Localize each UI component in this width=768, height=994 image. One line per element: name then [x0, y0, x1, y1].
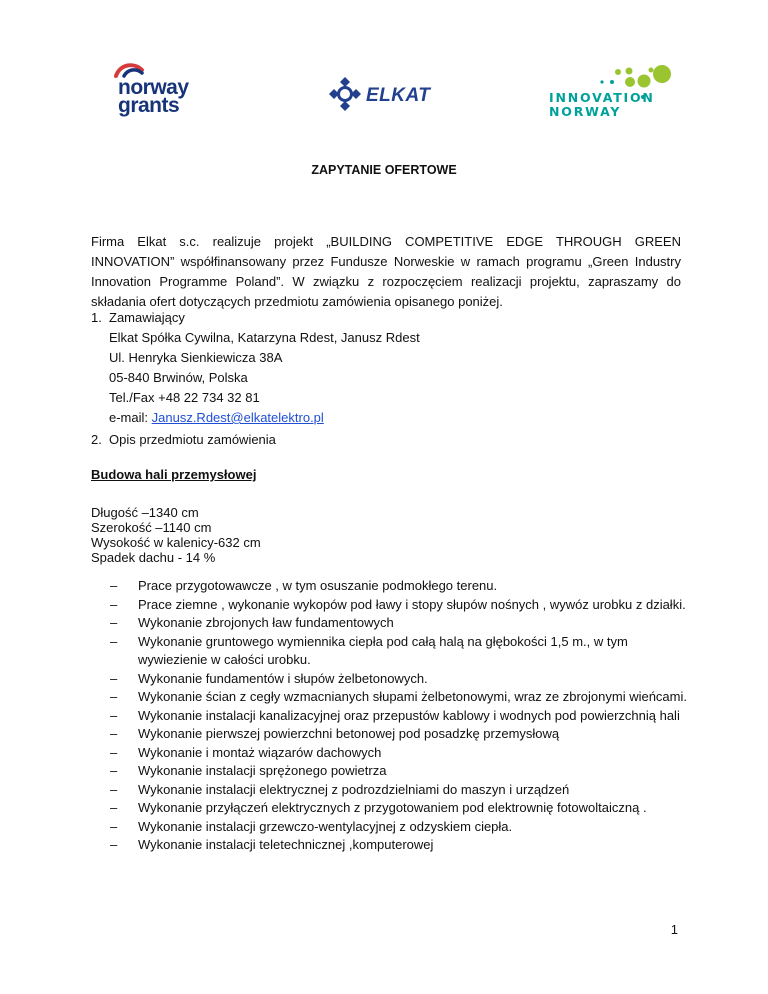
elkat-logo	[328, 76, 458, 112]
list-item-text: Prace przygotowawcze , w tym osuszanie podmokłego terenu.	[138, 578, 498, 593]
list-item-text: Wykonanie instalacji elektrycznej z podrozdzielniami do maszyn i urządzeń	[138, 781, 570, 797]
list-item	[110, 688, 690, 707]
dash-bullet-icon: –	[110, 818, 118, 834]
list-item-text: Wykonanie gruntowego wymiennika ciepła pod całą halą na głębokości 1,5 m., w tym wywiezienie w całości urobku.	[138, 633, 628, 667]
contact-line: Elkat Spółka Cywilna, Katarzyna Rdest, Janusz Rdest	[109, 330, 420, 345]
email-line	[109, 408, 420, 428]
list-item-text: Wykonanie zbrojonych ław fundamentowych	[138, 615, 394, 630]
dash-bullet-icon: –	[110, 578, 118, 593]
email-label: e-mail:	[109, 410, 152, 425]
list-item-text: Wykonanie instalacji kanalizacyjnej oraz przepustów kablowy i wodnych pod powierzchnią hali	[138, 707, 680, 723]
norway-grants-line2: grants	[118, 94, 180, 117]
list-item	[110, 836, 690, 855]
list-item	[110, 670, 690, 689]
dash-bullet-icon: –	[110, 596, 118, 612]
dimension-line: Długość –1340 cm	[91, 505, 199, 520]
dash-bullet-icon: –	[110, 670, 118, 686]
dash-bullet-icon: –	[110, 689, 118, 704]
dash-bullet-icon: –	[110, 744, 118, 760]
document-title: ZAPYTANIE OFERTOWE	[311, 163, 457, 177]
list-item-text: Prace ziemne , wykonanie wykopów pod ławy i stopy słupów nośnych , wywóz urobku z działki.	[138, 596, 686, 612]
dimension-line: Wysokość w kalenicy-632 cm	[91, 535, 261, 550]
dash-bullet-icon: –	[110, 633, 118, 649]
contact-block	[109, 328, 420, 428]
contact-line: Ul. Henryka Sienkiewicza 38A	[109, 350, 283, 365]
elkat-logo-text: ELKAT	[366, 85, 431, 106]
list-item	[110, 596, 690, 615]
dash-bullet-icon: –	[110, 615, 118, 630]
norway-grants-line1: norway	[118, 76, 189, 99]
section-number: 1.	[91, 310, 102, 325]
intro-paragraph: Firma Elkat s.c. realizuje projekt „BUILDING COMPETITIVE EDGE THROUGH GREEN INNOVATION” współfinansowany przez Fundusze Norweskie w ramach programu „Green Industry Innovation Programme Poland”. W związku z rozpoczęciem realizacji projektu, zapraszamy do składania ofert dotyczących przedmiotu zamówienia opisanego poniżej.	[91, 234, 681, 309]
section-number: 2.	[91, 432, 102, 447]
list-item	[110, 744, 690, 763]
list-item	[110, 707, 690, 726]
dash-bullet-icon: –	[110, 726, 118, 741]
section-1-heading	[91, 308, 185, 328]
email-link[interactable]: Janusz.Rdest@elkatelektro.pl	[151, 410, 324, 425]
list-item	[110, 818, 690, 837]
elkat-emblem-icon	[328, 76, 362, 112]
dimension-line: Spadek dachu - 14 %	[91, 550, 216, 565]
list-item-text: Wykonanie instalacji grzewczo-wentylacyjnej z odzyskiem ciepła.	[138, 818, 513, 834]
dimensions-list	[91, 505, 261, 565]
innovation-norway-line1: INNOVATION	[549, 90, 655, 105]
list-item	[110, 762, 690, 781]
section-2-heading	[91, 432, 276, 447]
list-item-text: Wykonanie i montaż wiązarów dachowych	[138, 744, 382, 760]
subheading: Budowa hali przemysłowej	[91, 467, 257, 482]
list-item-text: Wykonanie pierwszej powierzchni betonowej pod posadzkę przemysłową	[138, 726, 560, 741]
innovation-norway-logo	[548, 60, 688, 120]
dash-bullet-icon: –	[110, 800, 118, 815]
list-item	[110, 781, 690, 800]
section-title: Zamawiający	[109, 310, 185, 325]
list-item	[110, 577, 690, 596]
list-item-text: Wykonanie ścian z cegły wzmacnianych słupami żelbetonowymi, wraz ze zbrojonymi wieńcami.	[138, 689, 687, 704]
contact-line: 05-840 Brwinów, Polska	[109, 370, 248, 385]
section-title: Opis przedmiotu zamówienia	[109, 432, 276, 447]
norway-grants-logo	[112, 60, 202, 122]
dash-bullet-icon: –	[110, 781, 118, 797]
list-item	[110, 614, 690, 633]
list-item-text: Wykonanie instalacji teletechnicznej ,komputerowej	[138, 837, 434, 852]
innovation-norway-line2: NORWAY	[549, 104, 622, 119]
list-item	[110, 799, 690, 818]
dash-bullet-icon: –	[110, 763, 118, 778]
list-item-text: Wykonanie fundamentów i słupów żelbetonowych.	[138, 670, 428, 686]
dash-bullet-icon: –	[110, 707, 118, 723]
work-items-list	[110, 577, 690, 855]
list-item-text: Wykonanie instalacji sprężonego powietrza	[138, 763, 387, 778]
list-item-text: Wykonanie przyłączeń elektrycznych z przygotowaniem pod elektrownię fotowoltaiczną .	[138, 800, 647, 815]
list-item	[110, 725, 690, 744]
dash-bullet-icon: –	[110, 837, 118, 852]
list-item	[110, 633, 690, 670]
contact-line: Tel./Fax +48 22 734 32 81	[109, 390, 260, 405]
page-number: 1	[670, 922, 678, 937]
dimension-line: Szerokość –1140 cm	[91, 520, 212, 535]
